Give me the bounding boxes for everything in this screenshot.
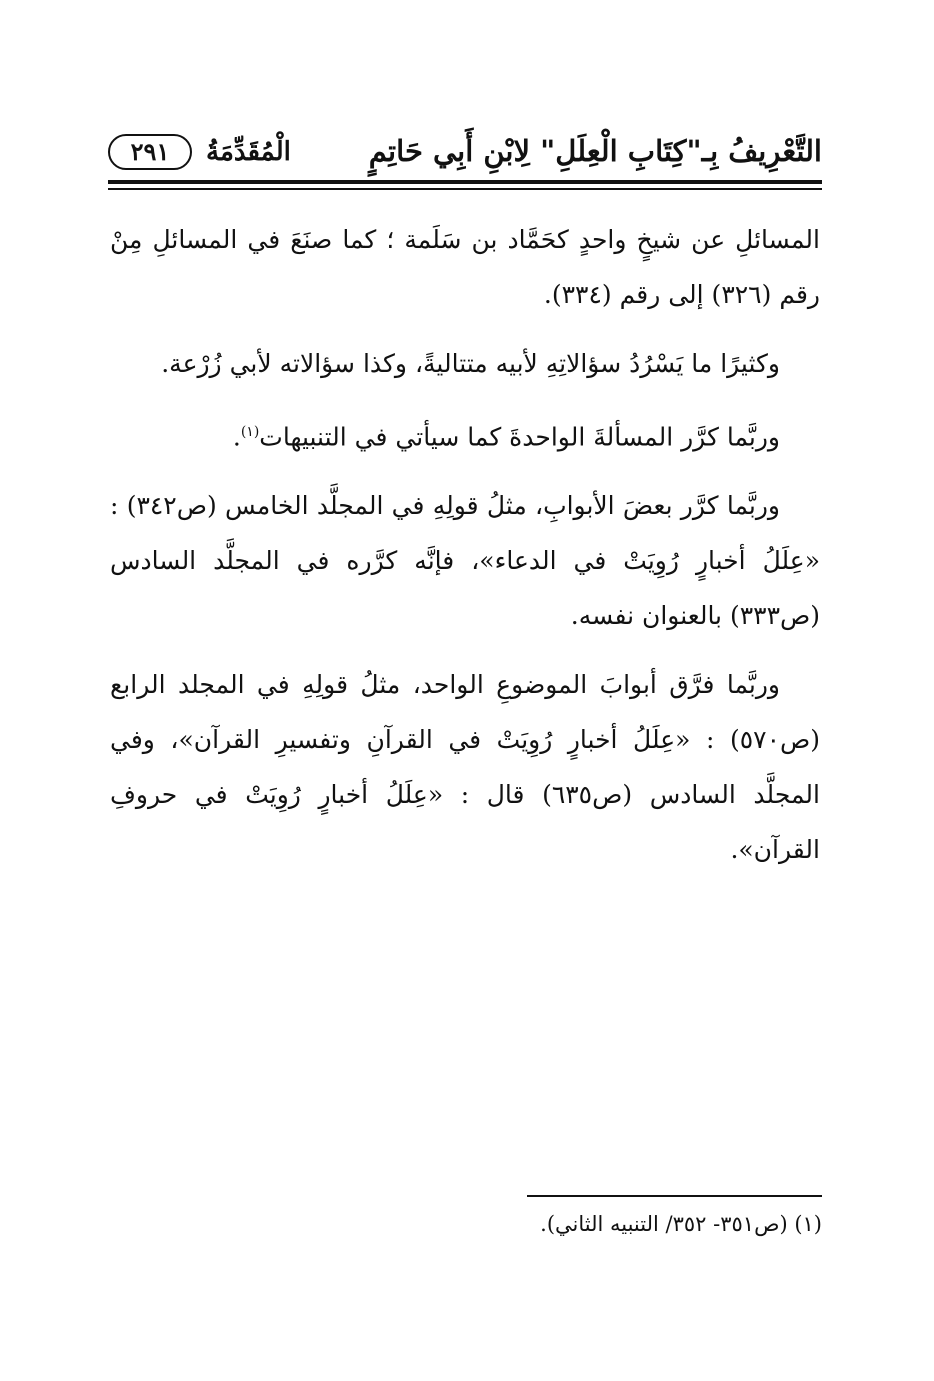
section-title: الْمُقَدِّمَةُ — [206, 137, 291, 167]
paragraph-3-end: . — [232, 422, 241, 452]
paragraph-2: وكثيرًا ما يَسْرُدُ سؤالاتِهِ لأبيه متتاليةً، وكذا سؤالاته لأبي زُرْعة. — [161, 349, 780, 378]
paragraph-3-text: وربَّما كرَّر المسألةَ الواحدةَ كما سيأتي في التنبيهات — [259, 422, 780, 452]
footnote-marker[interactable]: (١) — [240, 424, 260, 440]
paragraph-1: المسائلِ عن شيخٍ واحدٍ كحَمَّاد بن سَلَمة ؛ كما صنَعَ في المسائلِ مِنْ رقم (٣٢٦) إلى رقم (٣٣٤). — [110, 225, 820, 309]
header-rule-thick — [108, 180, 822, 184]
header-rule-thin — [108, 188, 822, 190]
paragraph-5: وربَّما فرَّق أبوابَ الموضوعِ الواحد، مثلُ قولِهِ في المجلد الرابع (ص٥٧٠) : «عِلَلُ أخبارٍ رُوِيَتْ في القرآنِ وتفسيرِ القرآن»، وفي المجلَّد السادس (ص٦٣٥) قال : «عِلَلُ أخبارٍ رُوِيَتْ في حروفِ القرآن». — [110, 670, 820, 865]
paragraph-3 — [110, 405, 820, 464]
page-number-badge: ٢٩١ — [108, 134, 192, 170]
main-text — [110, 212, 820, 891]
running-header — [108, 128, 822, 178]
book-title: التَّعْرِيفُ بِـ"كِتَابِ الْعِلَلِ" لِابْنِ أَبِي حَاتِمٍ — [368, 134, 822, 168]
header-left-group — [108, 134, 291, 170]
footnote-1: (١) (ص٣٥١- ٣٥٢/ التنبيه الثاني). — [540, 1212, 822, 1236]
footnote-separator — [527, 1195, 822, 1197]
paragraph-4: وربَّما كرَّر بعضَ الأبوابِ، مثلُ قولِهِ في المجلَّد الخامس (ص٣٤٢) : «عِلَلُ أخبارٍ رُوِيَتْ في الدعاء»، فإنَّه كرَّره في المجلَّد السادس (ص٣٣٣) بالعنوان نفسه. — [110, 491, 820, 631]
